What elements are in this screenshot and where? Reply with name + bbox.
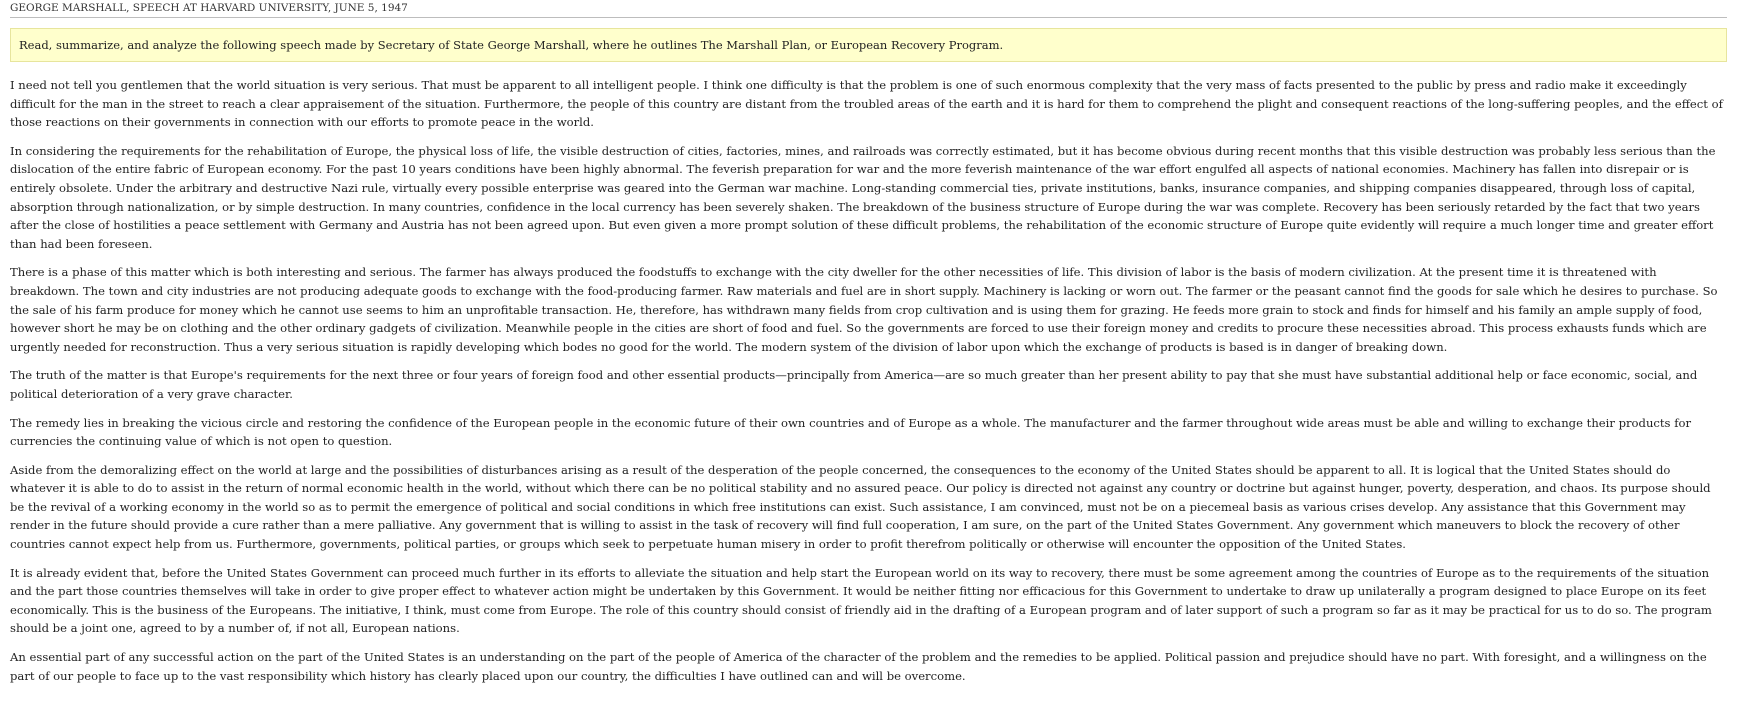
speech-paragraph-8: An essential part of any successful action on the part of the United States is an understanding on the part of the people of America of the character of the problem and the remedies to be applied. Political passion and prejudice should have no part. With foresight, and a willingness on the part of our people to face up to the vast responsibility which history has clearly placed upon our country, the difficulties I have outlined can and will be overcome. xyxy=(10,650,1707,683)
document-title: GEORGE MARSHALL, SPEECH AT HARVARD UNIVERSITY, JUNE 5, 1947 xyxy=(10,0,1727,18)
speech-paragraph-1: I need not tell you gentlemen that the world situation is very serious. That must be apparent to all intelligent people. I think one difficulty is that the problem is one of such enormous complexity that the very mass of facts presented to the public by press and radio make it exceedingly difficult for the man in the street to reach a clear appraisement of the situation. Furthermore, the people of this country are distant from the troubled areas of the earth and it is hard for them to comprehend the plight and consequent reactions of the long-suffering peoples, and the effect of those reactions on their governments in connection with our efforts to promote peace in the world. xyxy=(10,78,1723,130)
speech-paragraph-7: It is already evident that, before the United States Government can proceed much further in its efforts to alleviate the situation and help start the European world on its way to recovery, there must be some agreement among the countries of Europe as to the requirements of the situation and the part those countries themselves will take in order to give proper effect to whatever action might be undertaken by this Government. It would be neither fitting nor efficacious for this Government to undertake to draw up unilaterally a program designed to place Europe on its feet economically. This is the business of the Europeans. The initiative, I think, must come from Europe. The role of this country should consist of friendly aid in the drafting of a European program and of later support of such a program so far as it may be practical for us to do so. The program should be a joint one, agreed to by a number of, if not all, European nations. xyxy=(10,565,1712,636)
instruction-box: Read, summarize, and analyze the following speech made by Secretary of State George Marshall, where he outlines The Marshall Plan, or European Recovery Program. xyxy=(10,28,1727,62)
speech-body xyxy=(10,76,1727,685)
speech-paragraph-6: Aside from the demoralizing effect on the world at large and the possibilities of disturbances arising as a result of the desperation of the people concerned, the consequences to the economy of the United States should be apparent to all. It is logical that the United States should do whatever it is able to do to assist in the return of normal economic health in the world, without which there can be no political stability and no assured peace. Our policy is directed not against any country or doctrine but against hunger, poverty, desperation, and chaos. Its purpose should be the revival of a working economy in the world so as to permit the emergence of political and social conditions in which free institutions can exist. Such assistance, I am convinced, must not be on a piecemeal basis as various crises develop. Any assistance that this Government may render in the future should provide a cure rather than a mere palliative. Any government that is willing to assist in the task of recovery will find full cooperation, I am sure, on the part of the United States Government. Any government which maneuvers to block the recovery of other countries cannot expect help from us. Furthermore, governments, political parties, or groups which seek to perpetuate human misery in order to profit therefrom politically or otherwise will encounter the opposition of the United States. xyxy=(10,462,1711,552)
speech-paragraph-4: The truth of the matter is that Europe's requirements for the next three or four years of foreign food and other essential products—principally from America—are so much greater than her present ability to pay that she must have substantial additional help or face economic, social, and political deterioration of a very grave character. xyxy=(10,368,1698,401)
speech-paragraph-5: The remedy lies in breaking the vicious circle and restoring the confidence of the European people in the economic future of their own countries and of Europe as a whole. The manufacturer and the farmer throughout wide areas must be able and willing to exchange their products for currencies the continuing value of which is not open to question. xyxy=(10,415,1692,449)
speech-paragraph-3: There is a phase of this matter which is both interesting and serious. The farmer has always produced the foodstuffs to exchange with the city dweller for the other necessities of life. This division of labor is the basis of modern civilization. At the present time it is threatened with breakdown. The town and city industries are not producing adequate goods to exchange with the food-producing farmer. Raw materials and fuel are in short supply. Machinery is lacking or worn out. The farmer or the peasant cannot find the goods for sale which he desires to purchase. So the sale of his farm produce for money which he cannot use seems to him an unprofitable transaction. He, therefore, has withdrawn many fields from crop cultivation and is using them for grazing. He feeds more grain to stock and finds for himself and his family an ample supply of food, however short he may be on clothing and the other ordinary gadgets of civilization. Meanwhile people in the cities are short of food and fuel. So the governments are forced to use their foreign money and credits to procure these necessities abroad. This process exhausts funds which are urgently needed for reconstruction. Thus a very serious situation is rapidly developing which bodes no good for the world. The modern system of the division of labor upon which the exchange of products is based is in danger of breaking down. xyxy=(10,265,1718,354)
speech-paragraph-2: In considering the requirements for the rehabilitation of Europe, the physical loss of life, the visible destruction of cities, factories, mines, and railroads was correctly estimated, but it has become obvious during recent months that this visible destruction was probably less serious than the dislocation of the entire fabric of European economy. For the past 10 years conditions have been highly abnormal. The feverish preparation for war and the more feverish maintenance of the war effort engulfed all aspects of national economies. Machinery has fallen into disrepair or is entirely obsolete. Under the arbitrary and destructive Nazi rule, virtually every possible enterprise was geared into the German war machine. Long-standing commercial ties, private institutions, banks, insurance companies, and shipping companies disappeared, through loss of capital, absorption through nationalization, or by simple destruction. In many countries, confidence in the local currency has been severely shaken. The breakdown of the business structure of Europe during the war was complete. Recovery has been seriously retarded by the fact that two years after the close of hostilities a peace settlement with Germany and Austria has not been agreed upon. But even given a more prompt solution of these difficult problems, the rehabilitation of the economic structure of Europe quite evidently will require a much longer time and greater effort than had been foreseen. xyxy=(10,143,1716,251)
